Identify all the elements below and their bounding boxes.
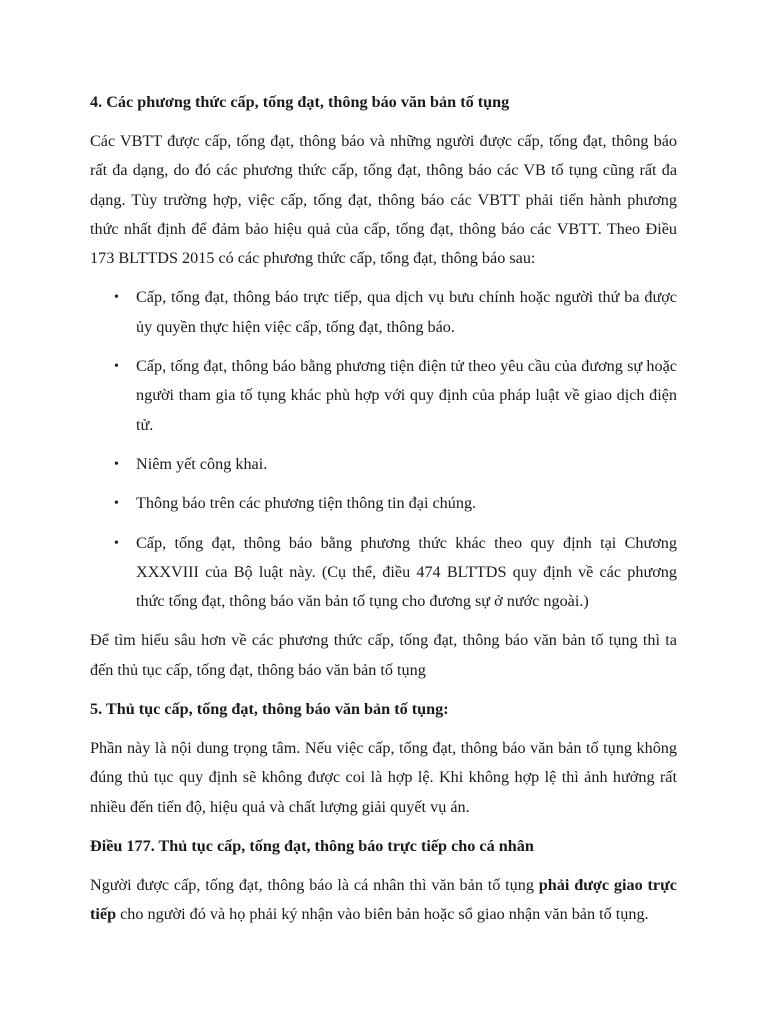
list-item	[90, 283, 677, 342]
bullet-icon: •	[114, 456, 119, 472]
section-4-intro: Các VBTT được cấp, tống đạt, thông báo và những người được cấp, tống đạt, thông báo rất đa dạng, do đó các phương thức cấp, tống đạt, thông báo các VB tố tụng cũng rất đa dạng. Tùy trường hợp, việc cấp, tống đạt, thông báo các VBTT phải tiến hành phương thức nhất định để đảm bảo hiệu quả của cấp, tống đạt, thông báo các VBTT. Theo Điều 173 BLTTDS 2015 có các phương thức cấp, tống đạt, thông báo sau:	[90, 132, 677, 268]
section-5-heading: 5. Thủ tục cấp, tống đạt, thông báo văn bản tố tụng:	[90, 700, 449, 719]
list-item-text: Thông báo trên các phương tiện thông tin đại chúng.	[136, 494, 477, 513]
list-item-text: Cấp, tống đạt, thông báo bằng phương thức khác theo quy định tại Chương XXXVIII của Bộ luật này. (Cụ thể, điều 474 BLTTDS quy định về các phương thức tống đạt, thông báo văn bản tố tụng cho đương sự ở nước ngoài.)	[136, 533, 677, 611]
article-177-emphasis: phải được giao trực tiếp	[90, 875, 677, 924]
bullet-icon: •	[114, 496, 119, 512]
list-item-text: Niêm yết công khai.	[136, 454, 268, 473]
delivery-methods-list	[90, 283, 677, 616]
list-item	[90, 529, 677, 617]
list-item-text: Cấp, tống đạt, thông báo bằng phương tiện điện tử theo yêu cầu của đương sự hoặc người tham gia tố tụng khác phù hợp với quy định của pháp luật về giao dịch điện tử.	[136, 357, 677, 434]
list-item	[90, 352, 677, 440]
bullet-icon: •	[114, 290, 119, 306]
section-5-intro: Phần này là nội dung trọng tâm. Nếu việc cấp, tống đạt, thông báo văn bản tố tụng không đúng thủ tục quy định sẽ không được coi là hợp lệ. Khi không hợp lệ thì ảnh hưởng rất nhiều đến tiến độ, hiệu quả và chất lượng giải quyết vụ án.	[90, 739, 677, 816]
article-177-text-end: cho người đó và họ phải ký nhận vào biên bản hoặc sổ giao nhận văn bản tố tụng.	[116, 905, 649, 924]
section-4-outro: Để tìm hiểu sâu hơn về các phương thức cấp, tống đạt, thông báo văn bản tố tụng thì ta đến thủ tục cấp, tống đạt, thông báo văn bản tố tụng	[90, 631, 677, 679]
section-4-heading: 4. Các phương thức cấp, tống đạt, thông báo văn bản tố tụng	[90, 93, 510, 111]
article-177-text	[90, 871, 677, 930]
document-page	[90, 88, 677, 940]
list-item	[90, 450, 677, 479]
list-item	[90, 489, 677, 518]
article-177-heading: Điều 177. Thủ tục cấp, tống đạt, thông báo trực tiếp cho cá nhân	[90, 836, 534, 855]
bullet-icon: •	[114, 359, 119, 375]
list-item-text: Cấp, tống đạt, thông báo trực tiếp, qua dịch vụ bưu chính hoặc người thứ ba được ủy quyền thực hiện việc cấp, tống đạt, thông báo.	[136, 288, 677, 336]
bullet-icon: •	[114, 535, 119, 551]
article-177-text-start: Người được cấp, tống đạt, thông báo là cá nhân thì văn bản tố tụng	[90, 875, 539, 894]
